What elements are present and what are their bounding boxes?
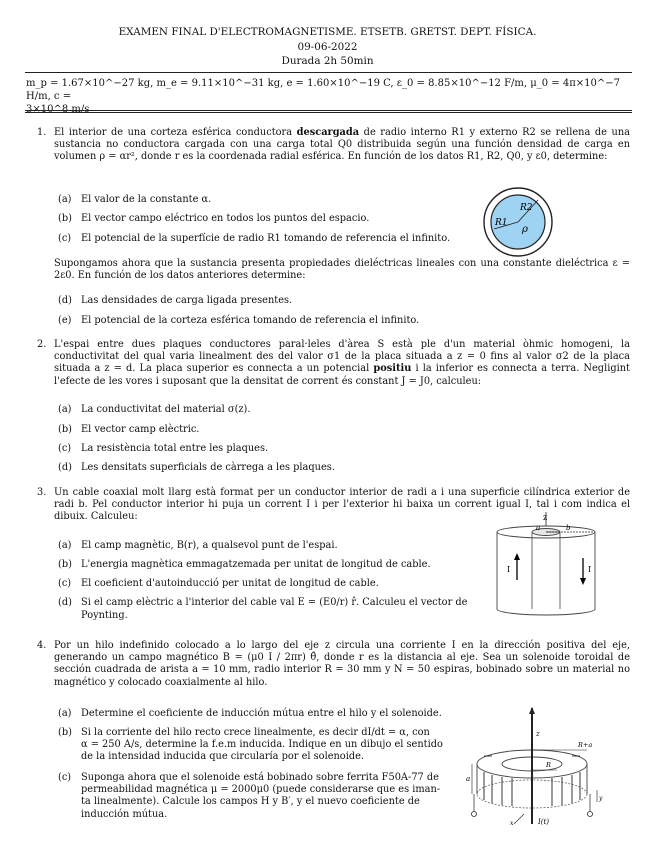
problem-1-statement-2: Supongamos ahora que la sustancia presenta propiedades dieléctricas lineales con una constante dieléctrica ε = 2ε0. En función de los datos anteriores determine: (54, 258, 630, 282)
x-label: x (510, 820, 514, 827)
r-label: R (546, 761, 551, 769)
problem-2-item-d: (d) Les densitats superficials de càrrega a les plaques. (58, 462, 335, 473)
problem-1-item-a: (a) El valor de la constante α. (58, 194, 212, 205)
problem-2-item-c: (c) La resistència total entre les plaques. (58, 443, 269, 454)
top-divider (25, 72, 632, 73)
r1-label: R1 (495, 218, 508, 228)
problem-4-item-c: (c) Suponga ahora que el solenoide está bobinado sobre ferrita F50A-77 de permeabilidad magnética μ = 2000μ0 (puede considerarse que es iman- ta linealmente). Calcule los campos H y B′, y el nuevo coeficiente de inducción mútua. (58, 772, 441, 820)
b-label: b (566, 524, 571, 532)
problem-3-item-c: (c) El coeficient d'autoinducció per unitat de longitud de cable. (58, 578, 379, 589)
problem-1-text-a: El interior de una corteza esférica conductora (54, 127, 293, 138)
problem-4-number: 4. (37, 640, 47, 651)
terminal-left (472, 812, 477, 817)
problem-1-bold: descargada (296, 127, 360, 138)
problem-2-item-b: (b) El vector camp elèctric. (58, 424, 200, 435)
inner-current-label: I (507, 565, 511, 574)
problem-2-item-a: (a) La conductivitat del material σ(z). (58, 404, 251, 415)
problem-3-statement: Un cable coaxial molt llarg està format per un conductor interior de radi a i una superficie cilíndrica exterior de radi b. Pel conductor interior hi puja un corrent I i per l'exterior hi baixa un corrent igual I, tal i com indica el dibuix. Calculeu: (54, 487, 630, 523)
exam-date: 09-06-2022 (297, 41, 358, 53)
constants-line-1: m_p = 1.67×10^−27 kg, m_e = 9.11×10^−31 kg, e = 1.60×10^−19 C, ε_0 = 8.85×10^−12 F/m, μ_0 = 4π×10^−7 H/m, c = (26, 78, 621, 102)
spherical-shell-figure (480, 184, 556, 260)
problem-3-item-a: (a) El camp magnètic, B(r), a qualsevol punt de l'espai. (58, 540, 338, 551)
outer-bottom-arc (497, 609, 595, 615)
problem-2-text-a: L'espai entre dues plaques conductores paral·leles d'àrea S està ple d'un material òhmic homogeni, la conductivitat del qual varia linealment des del valor σ1 de la placa situada a z = 0 fins al valor σ2 de la placa situada a z = d. La placa superior es connecta a un potencial (54, 339, 630, 375)
current-label: I(t) (538, 818, 550, 826)
problem-1-item-e: (e) El potencial de la corteza esférica tomando de referencia el infinito. (58, 315, 420, 326)
r-plus-a-label: R+a (578, 741, 593, 749)
problem-4-item-a: (a) Determine el coeficiente de inducción mútua entre el hilo y el solenoide. (58, 708, 442, 719)
wire-arrowhead (529, 707, 535, 714)
problem-3-number: 3. (37, 487, 47, 498)
problem-2-bold: positiu (373, 363, 412, 375)
problem-2-statement (54, 339, 630, 388)
problem-1-text-b: de radio interno R1 y externo R2 se rellena de una sustancia no conductora cargada con una carga total Q0 distribuida según una función densidad de carga en volumen ρ = αr², donde r es la coordenada radial esférica. En función de los datos R1, R2, Q0, y ε0, determine: (54, 127, 630, 163)
problem-4-statement: Por un hilo indefinido colocado a lo largo del eje z circula una corriente I en la dirección positiva del eje, generando un campo magnético B = (μ0 I / 2πr) θ̂, donde r es la distancia al eje. Sea un solenoide toroidal de sección cuadrada de arista a = 10 mm, radio interior R = 30 mm y N = 50 espiras, bobinado sobre un material no magnético y colocado coaxialmente al hilo. (54, 640, 630, 688)
exam-title: EXAMEN FINAL D'ELECTROMAGNETISME. ETSETB. GRETST. DEPT. FÍSICA. (118, 26, 537, 38)
a-label: a (466, 775, 471, 783)
constants-divider (25, 110, 632, 111)
problem-3-item-d-cont: Poynting. (81, 610, 128, 621)
problem-1-statement (54, 127, 630, 164)
problem-1-item-b: (b) El vector campo eléctrico en todos los puntos del espacio. (58, 213, 370, 224)
problem-2-text-b: i la inferior es connecta a terra. Negligint l'efecte de les vores i suposant que la densitat de corrent és constant J = J0, calculeu: (54, 363, 630, 387)
exam-duration: Durada 2h 50min (281, 55, 374, 67)
problem-2-number: 2. (37, 339, 47, 350)
z-label: z (543, 513, 548, 522)
problem-3-item-d: (d) Si el camp elèctric a l'interior del cable val E = (E0/r) r̂. Calculeu el vector de (58, 597, 468, 608)
r2-label: R2 (520, 203, 533, 213)
coaxial-cable-figure (482, 510, 608, 622)
inner-current-arrowhead (514, 553, 520, 560)
x-axis-line (514, 814, 524, 824)
terminal-right (588, 812, 593, 817)
problem-4-item-b: (b) Si la corriente del hilo recto crece linealmente, es decir dI/dt = α, con α = 250 A/s, determine la f.e.m inducida. Indique en un dibujo el sentido de la intensidad inducida que circularía por el solenoide. (58, 727, 443, 763)
problem-1-item-c: (c) El potencial de la superfície de radio R1 tomando de referencia el infinito. (58, 233, 451, 244)
rho-label: ρ (522, 224, 528, 235)
constants-divider-2 (25, 112, 632, 113)
problem-1-number: 1. (37, 127, 47, 138)
z-label: z (536, 730, 540, 738)
problem-1-item-d: (d) Las densidades de carga ligada presentes. (58, 295, 293, 306)
outer-current-arrowhead (580, 578, 586, 585)
problem-3-item-b: (b) L'energia magnètica emmagatzemada per unitat de longitud de cable. (58, 559, 431, 570)
outer-current-label: I (588, 565, 592, 574)
y-label: y (599, 795, 603, 802)
a-label: a (536, 524, 541, 532)
toroidal-solenoid-figure (462, 706, 612, 830)
